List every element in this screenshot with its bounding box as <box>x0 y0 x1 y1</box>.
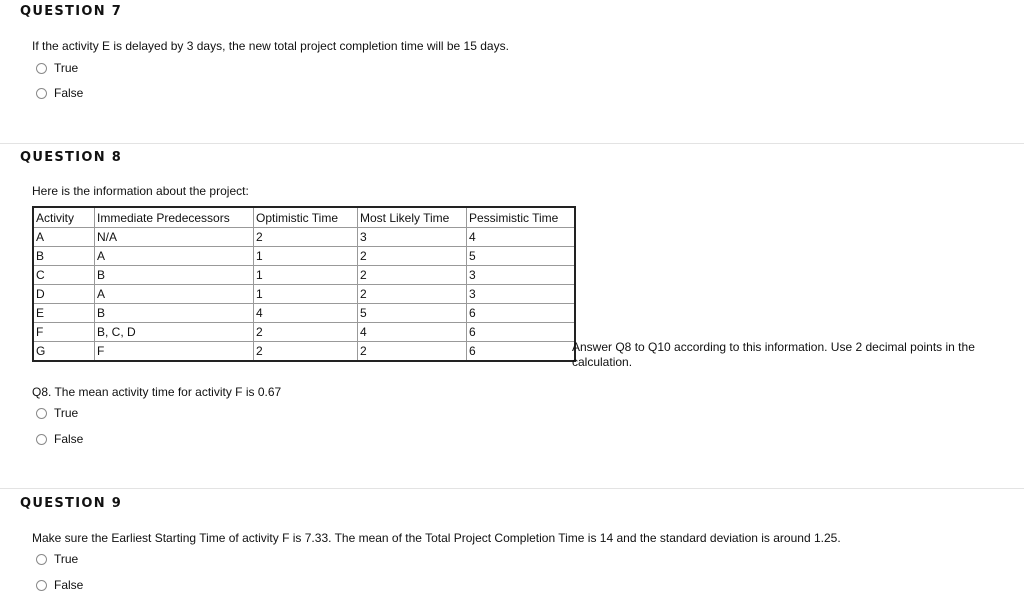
q8-option-false[interactable] <box>36 432 83 446</box>
q7-option-false[interactable] <box>36 86 83 100</box>
question-7-prompt: If the activity E is delayed by 3 days, the new total project completion time will be 15 days. <box>32 39 509 53</box>
table-row <box>33 285 575 304</box>
radio-button[interactable] <box>36 88 47 99</box>
question-9-header: QUESTION 9 <box>20 496 123 511</box>
cell-pessimistic: 6 <box>467 304 576 323</box>
cell-activity: B <box>33 247 95 266</box>
cell-most-likely: 2 <box>358 342 467 362</box>
option-label: True <box>54 61 79 75</box>
header-most-likely: Most Likely Time <box>358 207 467 228</box>
header-optimistic: Optimistic Time <box>254 207 358 228</box>
cell-pessimistic: 6 <box>467 342 576 362</box>
cell-pessimistic: 6 <box>467 323 576 342</box>
cell-optimistic: 2 <box>254 323 358 342</box>
cell-optimistic: 2 <box>254 342 358 362</box>
cell-activity: A <box>33 228 95 247</box>
cell-predecessors: A <box>95 285 254 304</box>
cell-most-likely: 3 <box>358 228 467 247</box>
question-8-intro: Here is the information about the project: <box>32 184 249 198</box>
project-info-table <box>32 206 576 362</box>
question-8-prompt: Q8. The mean activity time for activity F is 0.67 <box>32 385 282 399</box>
table-row <box>33 247 575 266</box>
table-row <box>33 228 575 247</box>
cell-optimistic: 1 <box>254 266 358 285</box>
cell-predecessors: N/A <box>95 228 254 247</box>
q9-option-true[interactable] <box>36 552 78 566</box>
table-header-row <box>33 207 575 228</box>
radio-button[interactable] <box>36 63 47 74</box>
header-predecessors: Immediate Predecessors <box>95 207 254 228</box>
cell-most-likely: 2 <box>358 266 467 285</box>
cell-predecessors: B <box>95 304 254 323</box>
cell-pessimistic: 4 <box>467 228 576 247</box>
cell-predecessors: B, C, D <box>95 323 254 342</box>
cell-most-likely: 2 <box>358 247 467 266</box>
cell-most-likely: 4 <box>358 323 467 342</box>
section-divider <box>0 488 1024 489</box>
radio-button[interactable] <box>36 580 47 591</box>
cell-activity: G <box>33 342 95 362</box>
cell-optimistic: 1 <box>254 247 358 266</box>
table-row <box>33 323 575 342</box>
q9-option-false[interactable] <box>36 578 83 592</box>
table-row <box>33 342 575 362</box>
option-label: False <box>54 86 84 100</box>
cell-optimistic: 2 <box>254 228 358 247</box>
option-label: False <box>54 432 84 446</box>
cell-optimistic: 4 <box>254 304 358 323</box>
q7-option-true[interactable] <box>36 61 78 75</box>
header-pessimistic: Pessimistic Time <box>467 207 576 228</box>
cell-activity: F <box>33 323 95 342</box>
cell-predecessors: F <box>95 342 254 362</box>
table-row <box>33 266 575 285</box>
radio-button[interactable] <box>36 434 47 445</box>
question-8-header: QUESTION 8 <box>20 150 123 165</box>
cell-activity: D <box>33 285 95 304</box>
radio-button[interactable] <box>36 408 47 419</box>
instruction-note: Answer Q8 to Q10 according to this information. Use 2 decimal points in the calculation. <box>572 340 975 369</box>
radio-button[interactable] <box>36 554 47 565</box>
option-label: True <box>54 406 79 420</box>
question-7-header: QUESTION 7 <box>20 4 123 19</box>
question-9-prompt: Make sure the Earliest Starting Time of activity F is 7.33. The mean of the Total Project Completion Time is 14 and the standard deviation is around 1.25. <box>32 531 841 545</box>
cell-optimistic: 1 <box>254 285 358 304</box>
cell-most-likely: 2 <box>358 285 467 304</box>
option-label: True <box>54 552 79 566</box>
cell-most-likely: 5 <box>358 304 467 323</box>
cell-predecessors: A <box>95 247 254 266</box>
cell-pessimistic: 3 <box>467 266 576 285</box>
header-activity: Activity <box>33 207 95 228</box>
option-label: False <box>54 578 84 592</box>
table-row <box>33 304 575 323</box>
cell-pessimistic: 3 <box>467 285 576 304</box>
cell-predecessors: B <box>95 266 254 285</box>
section-divider <box>0 143 1024 144</box>
cell-pessimistic: 5 <box>467 247 576 266</box>
cell-activity: E <box>33 304 95 323</box>
cell-activity: C <box>33 266 95 285</box>
q8-option-true[interactable] <box>36 406 78 420</box>
